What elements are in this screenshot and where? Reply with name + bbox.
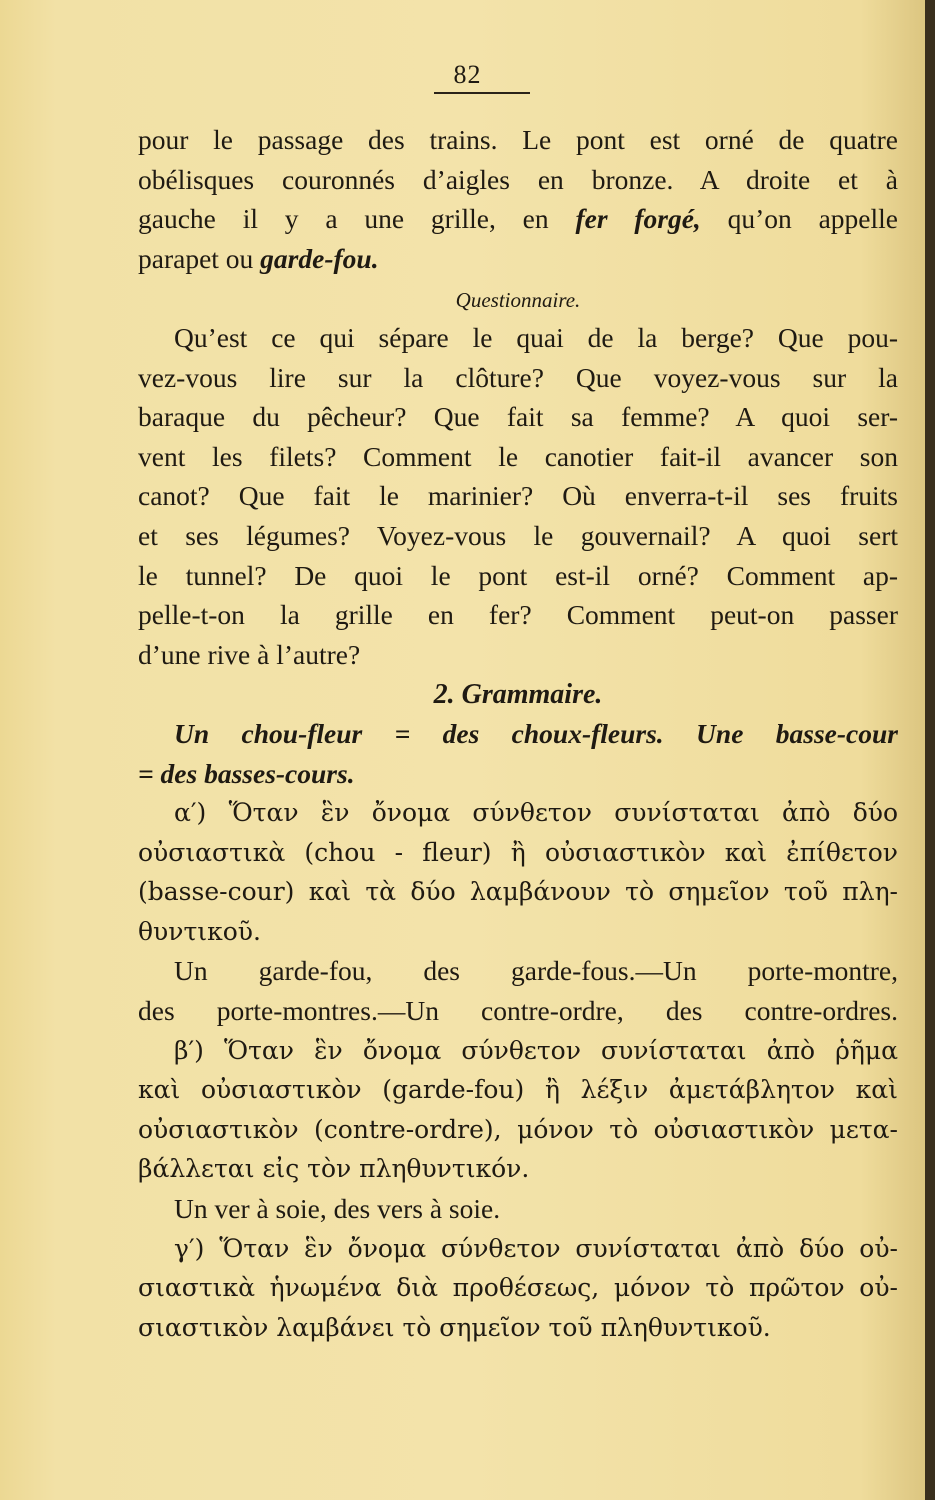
text-line: pour le passage des trains. Le pont est orné de quatre — [138, 124, 898, 155]
text-segment: gauche il y a une grille, en — [138, 203, 549, 235]
text-segment: qu’on appelle — [727, 203, 898, 235]
page-number-rule — [434, 92, 530, 94]
question-line: canot? Que fait le marinier? Où enverra-t-il ses fruits — [138, 480, 898, 512]
text-segment: parapet ou — [138, 242, 254, 274]
example-line: des porte-montres.—Un contre-ordre, des contre-ordres. — [138, 995, 898, 1027]
page-edge — [925, 0, 935, 1500]
question-line: Qu’est ce qui sépare le quai de la berge? Que pou- — [174, 321, 898, 353]
grammar-example-line: Un chou-fleur = des choux-fleurs. Une basse-cour — [174, 717, 898, 749]
greek-rule-line: οὐσιαστικὰ (chou - fleur) ἢ οὐσιαστικὸν καὶ ἐπίθετον — [138, 837, 898, 867]
page-number — [0, 60, 935, 94]
question-line: pelle-t-on la grille en fer? Comment peut-on passer — [138, 599, 898, 631]
greek-rule-line: α′) Ὅταν ἓν ὄνομα σύνθετον συνίσταται ἀπὸ δύο — [174, 798, 898, 828]
example-line: Un ver à soie, des vers à soie. — [174, 1193, 501, 1225]
grammar-example-line: = des basses-cours. — [138, 757, 355, 789]
grammar-heading: 2. Grammaire. — [433, 679, 603, 711]
greek-rule-line: (basse-cour) καὶ τὰ δύο λαμβάνουν τὸ σημεῖον τοῦ πλη- — [138, 877, 898, 907]
text-line — [138, 239, 898, 279]
italic-term: fer forgé, — [575, 203, 701, 235]
example-line: Un garde-fou, des garde-fous.—Un porte-montre, — [174, 955, 898, 987]
greek-rule-line: οὐσιαστικὸν (contre-ordre), μόνον τὸ οὐσιαστικὸν μετα- — [138, 1114, 898, 1144]
question-line: baraque du pêcheur? Que fait sa femme? A quoi ser- — [138, 401, 898, 433]
italic-term: garde-fou. — [260, 242, 379, 274]
page-content — [138, 120, 898, 1347]
question-line: d’une rive à l’autre? — [138, 638, 361, 670]
greek-rule-line: θυντικοῦ. — [138, 916, 261, 946]
text-line — [138, 199, 898, 239]
questionnaire-heading: Questionnaire. — [455, 288, 581, 313]
page-number-text: 82 — [453, 60, 482, 89]
greek-rule-line: βάλλεται εἰς τὸν πληθυντικόν. — [138, 1154, 530, 1184]
greek-rule-line: γ′) Ὅταν ἓν ὄνομα σύνθετον συνίσταται ἀπὸ δύο οὐ- — [174, 1233, 898, 1263]
question-line: vent les filets? Comment le canotier fait-il avancer son — [138, 440, 898, 472]
greek-rule-line: σιαστικὸν λαμβάνει τὸ σημεῖον τοῦ πληθυντικοῦ. — [138, 1312, 771, 1342]
question-line: vez-vous lire sur la clôture? Que voyez-vous sur la — [138, 361, 898, 393]
question-line: le tunnel? De quoi le pont est-il orné? Comment ap- — [138, 559, 898, 591]
greek-rule-line: καὶ οὐσιαστικὸν (garde-fou) ἢ λέξιν ἀμετάβλητον καὶ — [138, 1075, 898, 1105]
question-line: et ses légumes? Voyez-vous le gouvernail? A quoi sert — [138, 519, 898, 551]
text-line: obélisques couronnés d’aigles en bronze. A droite et à — [138, 163, 898, 195]
greek-rule-line: β′) Ὅταν ἓν ὄνομα σύνθετον συνίσταται ἀπὸ ῥῆμα — [174, 1035, 898, 1065]
greek-rule-line: σιαστικὰ ἡνωμένα διὰ προθέσεως, μόνον τὸ πρῶτον οὐ- — [138, 1273, 898, 1303]
